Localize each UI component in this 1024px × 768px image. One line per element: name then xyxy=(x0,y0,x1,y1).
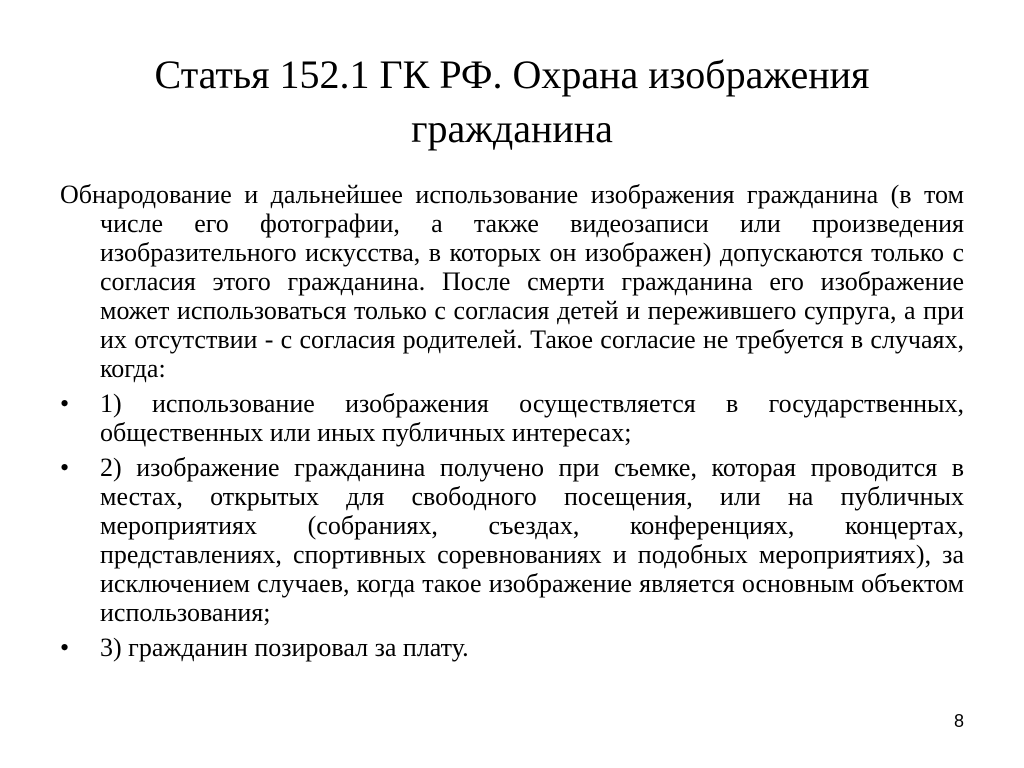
bullet-dot-icon: • xyxy=(60,389,70,418)
bullet-text: 3) гражданин позировал за плату. xyxy=(100,633,469,662)
bullet-item xyxy=(60,389,964,447)
bullet-dot-icon: • xyxy=(60,633,70,662)
page-number: 8 xyxy=(953,711,964,731)
bullet-text: 1) использование изображения осуществляется в государственных, общественных или иных публичных интересах; xyxy=(100,389,964,447)
slide-body xyxy=(60,180,964,668)
slide-title: Статья 152.1 ГК РФ. Охрана изображения гражданина xyxy=(154,52,870,151)
bullet-item xyxy=(60,633,964,662)
bullet-text: 2) изображение гражданина получено при съемке, которая проводится в местах, открытых для свободного посещения, или на публичных мероприятиях (собраниях, съездах, конференциях, концертах, представлениях, спортивных соревнованиях и подобных мероприятиях), за исключением случаев, когда такое изображение является основным объектом использования; xyxy=(100,453,964,627)
bullet-item xyxy=(60,453,964,627)
bullet-list xyxy=(60,389,964,662)
intro-paragraph: Обнародование и дальнейшее использование изображения гражданина (в том числе его фотографии, а также видеозаписи или произведения изобразительного искусства, в которых он изображен) допускаются только с согласия этого гражданина. После смерти гражданина его изображение может использоваться только с согласия детей и пережившего супруга, а при их отсутствии - с согласия родителей. Такое согласие не требуется в случаях, когда: xyxy=(60,180,964,383)
bullet-dot-icon: • xyxy=(60,453,70,482)
